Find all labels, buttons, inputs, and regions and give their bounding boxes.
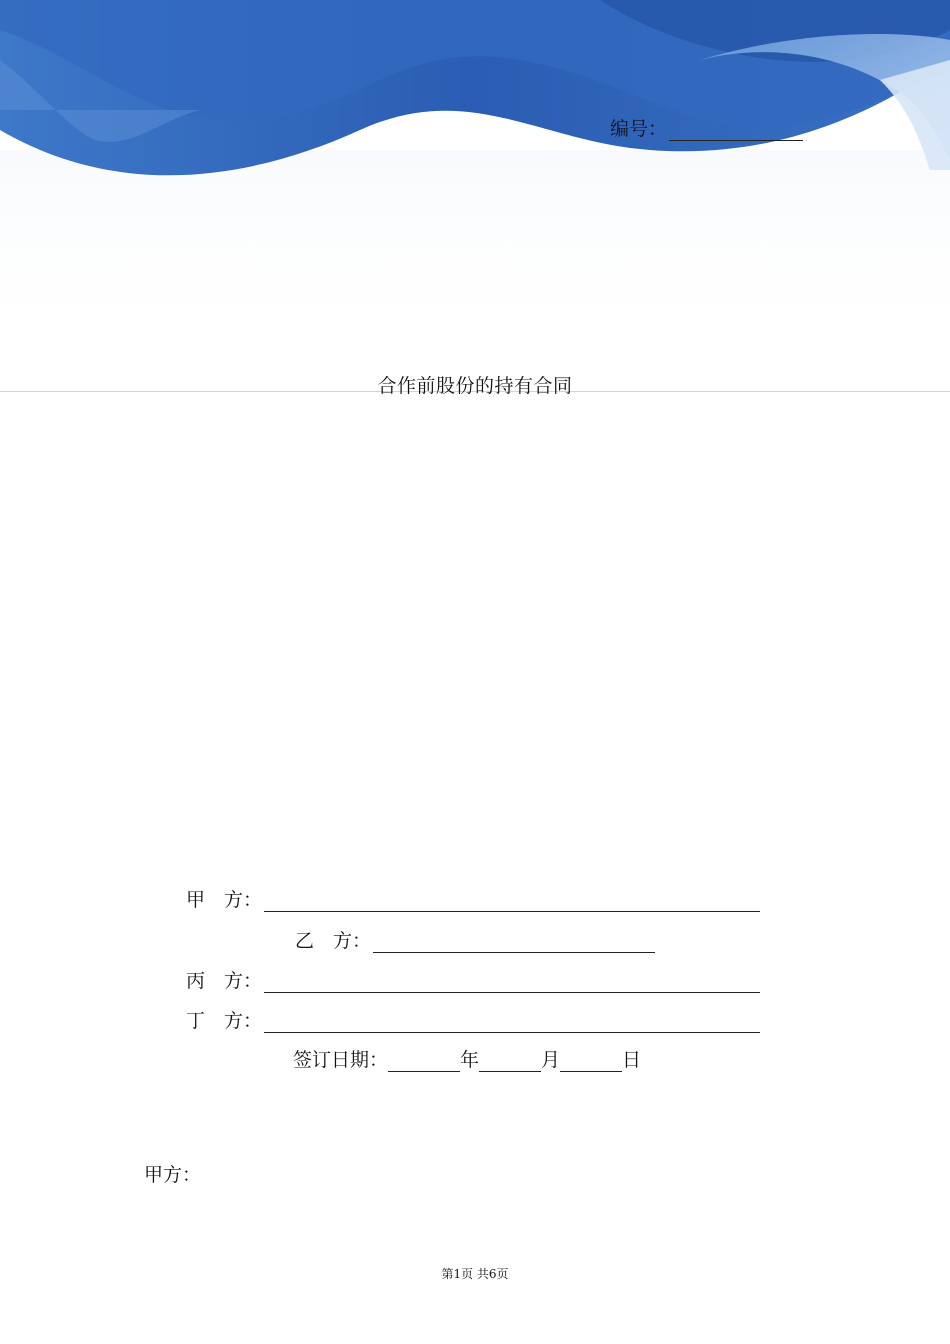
contract-number-blank[interactable]: [669, 120, 803, 141]
signing-date-row: [293, 1045, 641, 1072]
party-b-blank[interactable]: [373, 932, 655, 953]
party-b-label: 乙 方：: [295, 930, 372, 952]
month-label: 月: [541, 1049, 561, 1071]
document-title: 合作前股份的持有合同: [377, 375, 573, 397]
party-c-row: [186, 966, 760, 993]
header-wave-banner: [0, 0, 950, 360]
party-a-blank[interactable]: [264, 891, 760, 912]
party-a-label: 甲 方：: [186, 889, 263, 911]
signing-date-label: 签订日期：: [293, 1049, 389, 1071]
party-b-row: [295, 926, 655, 953]
signing-day-blank[interactable]: [560, 1051, 622, 1072]
year-label: 年: [460, 1049, 480, 1071]
party-a-row: [186, 885, 760, 912]
party-c-blank[interactable]: [264, 972, 760, 993]
signing-year-blank[interactable]: [388, 1051, 460, 1072]
contract-number-row: [610, 114, 803, 141]
day-label: 日: [622, 1049, 642, 1071]
body-party-a-label: 甲方：: [144, 1164, 202, 1186]
party-d-blank[interactable]: [264, 1012, 760, 1033]
party-d-row: [186, 1006, 760, 1033]
contract-number-label: 编号：: [610, 118, 668, 140]
party-d-label: 丁 方：: [186, 1010, 263, 1032]
signing-month-blank[interactable]: [479, 1051, 541, 1072]
party-c-label: 丙 方：: [186, 970, 263, 992]
page-number-footer: 第1页 共6页: [441, 1267, 509, 1281]
